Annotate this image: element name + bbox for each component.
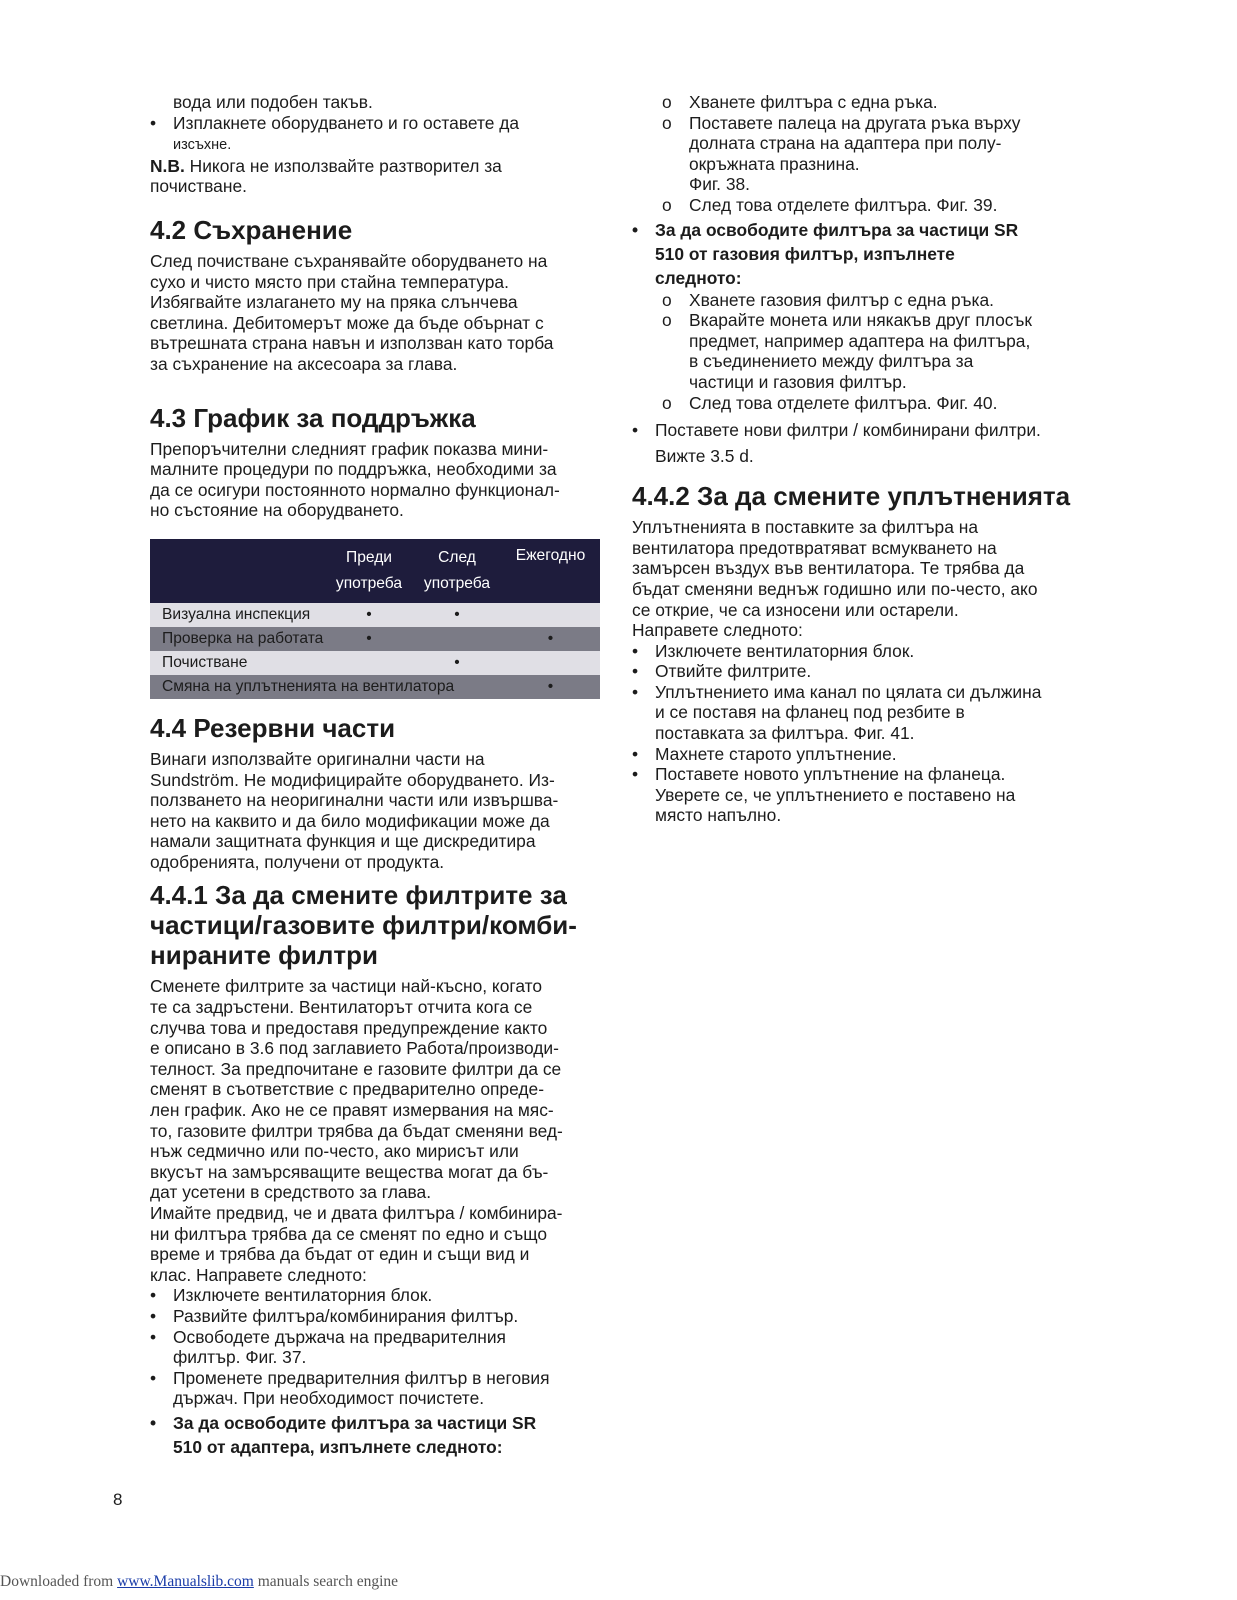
continued-line: вода или подобен такъв. — [173, 92, 373, 112]
seals-steps-list — [632, 641, 1087, 826]
new-filters-list — [632, 417, 1087, 469]
table-header-row — [150, 539, 600, 603]
table-header-before: Преди употреба — [325, 539, 413, 603]
maintenance-table — [150, 539, 600, 699]
heading-4-4-2: 4.4.2 За да смените уплътненията — [632, 481, 1071, 512]
list-item: o Хванете филтъра с една ръка. — [632, 92, 1087, 113]
list-item: o След това отделете филтъра. Фиг. 39. — [632, 195, 1087, 216]
table-header-empty — [150, 539, 325, 603]
list-item: • Отвийте филтрите. — [632, 661, 1087, 682]
schedule-paragraph: Препоръчителни следният график показва мини- малните процедури по поддръжка, необходими за да се осигури постоянното нормално функционал- но състояние на оборудването. — [150, 438, 560, 521]
gas-filter-list — [632, 218, 1087, 290]
list-item: o Вкарайте монета или някакъв друг плосък предмет, например адаптера на филтъра, в съединението между филтъра за частици и газовия филтър. — [632, 310, 1087, 392]
adapter-steps-list-2 — [632, 195, 1087, 216]
table-row: Почистване • — [150, 651, 600, 675]
manualslib-link[interactable]: www.Manualslib.com — [117, 1573, 254, 1590]
heading-4-4-1: 4.4.1 За да смените филтрите за частици/газовите филтри/комби- нираните филтри — [150, 880, 577, 971]
list-item: o След това отделете филтъра. Фиг. 40. — [632, 393, 1087, 414]
table-row: Визуална инспекция • • — [150, 603, 600, 627]
list-item: • Изплакнете оборудването и го оставете да изсъхне. — [150, 113, 600, 156]
list-item: • Развийте филтъра/комбинирания филтър. — [150, 1306, 600, 1327]
adapter-steps-list — [632, 92, 1087, 174]
heading-4-4: 4.4 Резервни части — [150, 712, 396, 743]
list-item: • Махнете старото уплътнение. — [632, 744, 1087, 765]
figure-reference: Фиг. 38. — [689, 174, 750, 195]
page-number: 8 — [113, 1490, 123, 1509]
seals-paragraph: Уплътненията в поставките за филтъра на вентилатора предотвратяват всмукването на замърсен въздух във вентилатора. Те трябва да бъдат сменяни веднъж годишно или по-често, ако се открие, че са износени или остарели. — [632, 517, 1038, 620]
nb-note: N.B. Никога не използвайте разтворител за почистване. — [150, 155, 502, 197]
table-header-yearly: Ежегодно — [501, 539, 600, 603]
filters-paragraph: Сменете филтрите за частици най-късно, когато те са задръстени. Вентилаторът отчита кога се случва това и предоставя предупреждение както е описано в 3.6 под заглавието Работа/производи- телност. За предпочитане е газовите филтри да се сменят в съответствие с предварително опреде- лен график. Ако не се правят измервания на мяс- то, газовите филтри трябва да бъдат сменяни вед- нъж седмично или по-често, ако мирисът или вкусът на замърсяващите вещества могат да бъ- дат усетени в средството за глава. — [150, 976, 563, 1203]
seals-instruction: Направете следното: — [632, 620, 803, 641]
left-column — [150, 92, 600, 1459]
gas-filter-steps-list — [632, 290, 1087, 414]
list-item: • Поставете новото уплътнение на фланеца. Уверете се, че уплътнението е поставено на място напълно. — [632, 764, 1087, 826]
rinse-list — [150, 113, 600, 156]
table-row: Проверка на работата • • — [150, 627, 600, 651]
list-item: • Изключете вентилаторния блок. — [150, 1285, 600, 1306]
table-row: Смяна на уплътненията на вентилатора • — [150, 675, 600, 699]
list-item: • Освободете държача на предварителния филтър. Фиг. 37. — [150, 1327, 600, 1368]
list-item: • Изключете вентилаторния блок. — [632, 641, 1087, 662]
filters-steps-list — [150, 1285, 600, 1459]
list-item: o Хванете газовия филтър с една ръка. — [632, 290, 1087, 311]
list-item: • Уплътнението има канал по цялата си дължина и се поставя на фланец под резбите в поставката за филтъра. Фиг. 41. — [632, 682, 1087, 744]
list-item: o Поставете палеца на другата ръка върху долната страна на адаптера при полу- окръжната празнина. — [632, 113, 1087, 175]
spare-parts-paragraph: Винаги използвайте оригинални части на Sundström. Не модифицирайте оборудването. Из- ползването на неоригинални части или извършва- нето на каквито и да било модификации може да намали защитната функция и ще дискредитира одобренията, получени от продукта. — [150, 748, 559, 872]
download-footer: Downloaded from www.Manualslib.com manuals search engine — [0, 1573, 399, 1590]
heading-4-3: 4.3 График за поддръжка — [150, 402, 476, 433]
storage-paragraph: След почистване съхранявайте оборудването на сухо и чисто място при стайна температура. Избягвайте излагането му на пряка слънчева светлина. Дебитомерът може да бъде обърнат с вътрешната страна навън и използван като торба за съхранение на аксесоара за глава. — [150, 250, 554, 374]
filters-paragraph-2: Имайте предвид, че и двата филтъра / комбинира- ни филтъра трябва да се сменят по едно и също време и трябва да бъдат от един и същи вид и клас. Направете следното: — [150, 1203, 563, 1285]
heading-4-2: 4.2 Съхранение — [150, 214, 353, 245]
list-item: • Поставете нови филтри / комбинирани филтри. Вижте 3.5 d. — [632, 417, 1087, 469]
table-header-after: След употреба — [413, 539, 501, 603]
list-item: • За да освободите филтъра за частици SR 510 от адаптера, изпълнете следното: — [150, 1411, 600, 1459]
list-item: • Променете предварителния филтър в неговия държач. При необходимост почистете. — [150, 1368, 600, 1409]
list-item: • За да освободите филтъра за частици SR 510 от газовия филтър, изпълнете следното: — [632, 218, 1087, 290]
right-column — [632, 92, 1087, 826]
